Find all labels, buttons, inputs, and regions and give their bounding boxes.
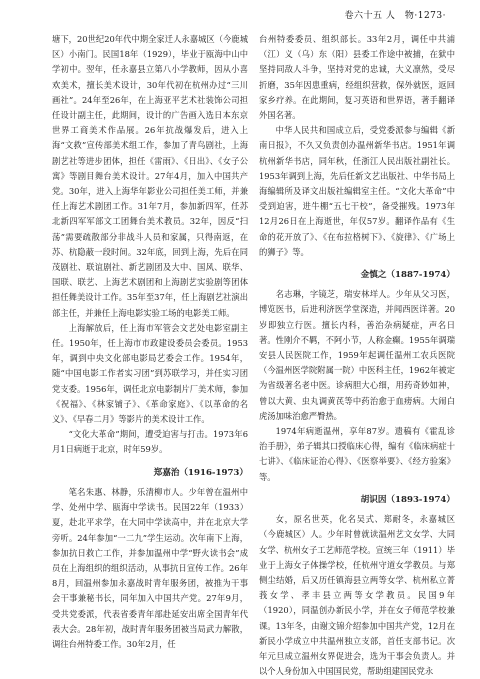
paragraph: 塘下，20世纪20年代中期全家迁人永嘉城区（今鹿城区）小南门。民国18年（1929），毕业于瓯海中山中学初中。翌年，任永嘉县立第八小学教师，因从小喜欢美术，擅长美术设计，30年代初在杭州办过“三川画社”。24年至26年，在上海亚平艺术社装饰公司担任设计副主任，此期间，设计的广告画入选日本东京世界工商美术作品展。26年抗战爆发后，进入上海“文救”宣传部美术组工作，参加了青鸟剧社，上海剧艺社等进步团体，担任《雷雨》、《日出》、《女子公寓》等剧目舞台美术设计。27年4月，加入中国共产党。30年，进入上海华年影业公司担任美工师，并兼任上海艺术剧团工作。31年7月，参加新四军，任苏北新四军军部文工团舞台美术教员。32年，因反“扫荡”需要疏散部分非战斗人员和家属，只得南返，在苏、杭隐蔽一段时间。32年底，回到上海，先后在同茂剧社、联谊剧社、新艺剧团及大中、国风、联华、国联、联艺、上海艺术剧团和上海剧艺实验剧等团体担任舞美设计工作。35年至37年，任上海剧艺社演出部主任，并兼任上海电影实验工场的电影美工师。 [52, 34, 248, 318]
running-header: 卷六十五 人 物·1273· [344, 11, 446, 21]
left-column [52, 32, 248, 652]
section-title: 胡识因（1893-1974） [360, 494, 455, 505]
paragraph: 笔名朱惠、林静，乐清柳市人。少年曾在温州中学、处州中学、瓯海中学读书。民国22年（1933）夏，赴北平求学，在大同中学读高中，并在北京大学旁听。24年参加“一二九”学生运动。次年南下上海，参加抗日救亡工作，并参加温州中学“野火读书会”成员在上海组织的组织活动，从事抗日宣传工作。26年8月，回温州参加永嘉战时青年服务团，被推为干事会干事兼秘书长，同年加入中国共产党。27年9月，受共党委派，代表省委青年部赴延安出席全国青年代表大会。28年初，战时青年服务团被当局武力解散，调往台州特委工作。30年2月，任 [52, 486, 248, 649]
section-title: 郑嘉治（1916-1973） [153, 467, 248, 478]
right-column [259, 32, 455, 679]
paragraph: 女，原名世英，化名吴式、郑耐冬，永嘉城区（今鹿城区）人。少年时曾就读温州艺文女学、大同女学、杭州女子工艺师范学校。宣统三年（1911）毕业于上海女子体操学校，任杭州守道女学教员。与郑侧尘结婚，后又历任镇海县立两等女学、杭州私立菁莪女学、孝丰县立两等女学教员。民国9年（1920），同温创办新民小学，并在女子师范学校兼课。13年冬，由谢文锦介绍参加中国共产党，12月在新民小学成立中共温州独立支部，首任支部书记。次年元旦成立温州女界促进会，选为干事会负责人。并以个人身份加入中国国民党，帮助组建国民党永 [259, 514, 455, 677]
paragraph: 台州特委委员、组织部长。33年2月，调任中共浦（江）义（乌）东（阳）县委工作途中被捕，在狱中坚持同敌人斗争，坚持对党的忠诚，大义凛然，受尽折磨，35年因患重病，经组织营救，保外就医，返回家乡疗养。在此期间，复习英语和世界语，著手翻译外国名著。 [259, 34, 455, 121]
paragraph: 1974年病逝温州，享年87岁。遗稿有《霍乱诊治手册》，弟子辑其口授临床心得，编有《临床病症十七讲》、《临床证治心得》、《医察举要》、《经方验案》等。 [259, 426, 455, 482]
paragraph: 名志琳，字镜芝，瑞安林垟人。少年从父习医，博览医书，后进利济医学堂深造，并闻西医详著。20岁即独立行医。擅长内科，善治杂病疑症，声名日著。性刚介不羁，不阿小节，人称金癫。1955年调瑞安县人民医院工作，1959年起调任温州工农兵医院（今温州医学院附属一院）中医科主任，1962年被定为省级著名老中医。诊病胆大心细，用药奇妙如神，曾以大黄、虫丸调黄芪等中药治愈于血痨病。大闹白虎汤加味治愈严臀热。 [259, 289, 455, 421]
section-title: 金慎之（1887-1974） [360, 270, 455, 281]
paragraph: 中华人民共和国成立后，受党委派参与编辑《新南日报》，不久又负责创办温州新华书店。1951年调杭州新华书店，同年秋，任浙江人民出版社副社长。1953年调到上海，先后任新文艺出版社、中华书局上海编辑所及译文出版社编辑室主任。“文化大革命”中受到迫害，进牛棚“五七干校”，备受摧残。1973年12月26日在上海逝世，年仅57岁。翻译作品有《生命的花开放了》、《在布拉格树下》、《旋律》、《广场上的狮子》等。 [259, 125, 455, 257]
paragraph: “文化大革命”期间，遭受迫害与打击。1973年6月1日病逝于北京，时年59岁。 [52, 429, 248, 455]
paragraph: 上海解放后，任上海市军管会文艺处电影室副主任。1950年，任上海市市政建设委员会委员。1953年，调到中央文化部电影局艺委会工作。1954年，随“中国电影工作者实习团”到苏联学习，并任实习团党支委。1956年，调任北京电影制片厂美术师，参加《祝福》、《林家铺子》、《革命家庭》、《以革命的名义》、《早春二月》等影片的美术设计工作。 [52, 322, 248, 425]
